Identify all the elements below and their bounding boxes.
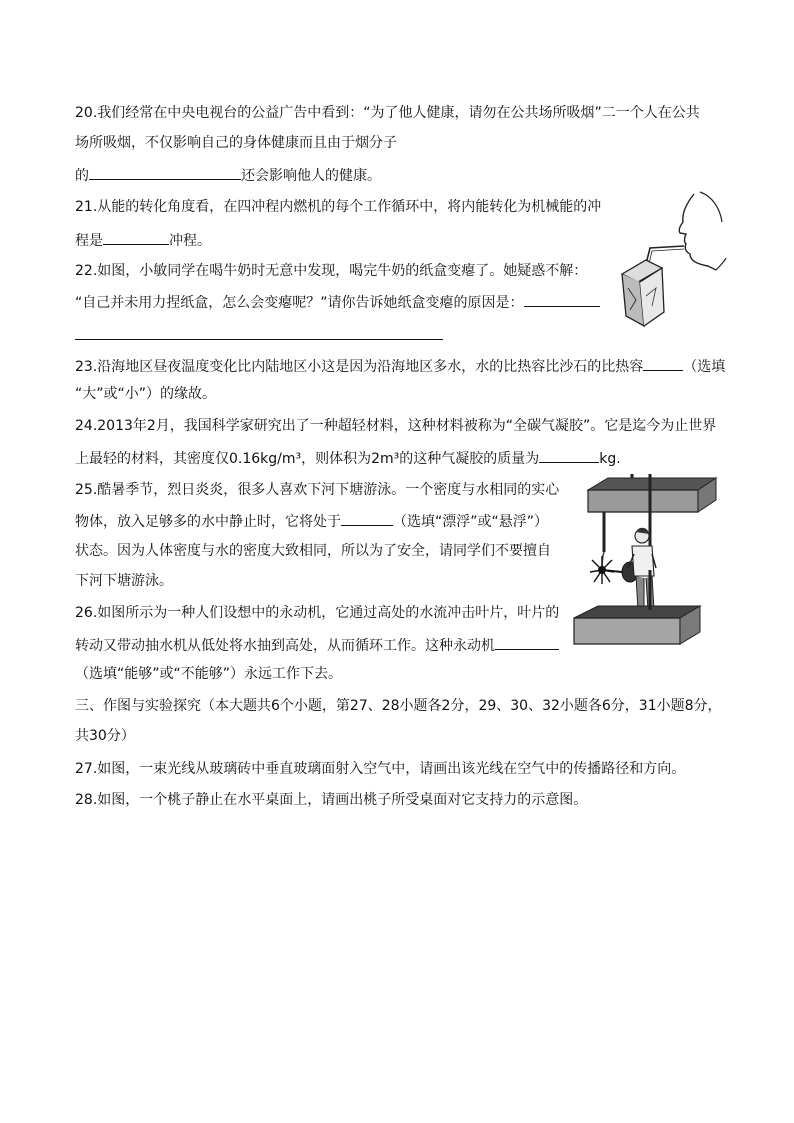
perpetual-motion-figure <box>568 474 722 650</box>
q25-line3: 状态。因为人体密度与水的密度大致相同，所以为了安全，请同学们不要擅自 <box>75 543 551 559</box>
q20-answer-blank[interactable] <box>89 165 241 180</box>
q20-line2: 场所吸烟，不仅影响自己的身体健康而且由于烟分子 <box>75 135 397 151</box>
q23-line1-post: （选填 <box>683 359 726 375</box>
q23-answer-blank[interactable] <box>643 356 683 371</box>
q24-line2-post: kg. <box>599 451 621 467</box>
q24-answer-blank[interactable] <box>539 448 599 463</box>
q24-line2-pre: 上最轻的材料，其密度仅0.16kg/m³，则体积为2m³的这种气凝胶的质量为 <box>75 451 540 467</box>
q23-line1-pre: 23.沿海地区昼夜温度变化比内陆地区小这是因为沿海地区多水，水的比热容比沙石的比热容 <box>75 359 644 375</box>
q20-line1: 20.我们经常在中央电视台的公益广告中看到：“为了他人健康，请勿在公共场所吸烟”二一个人在公共 <box>75 105 700 121</box>
q25-line2 <box>75 511 548 531</box>
q26-line2-text: 转动又带动抽水机从低处将水抽到高处，从而循环工作。这种永动机 <box>75 638 495 654</box>
q21-line2-post: 冲程。 <box>169 233 211 249</box>
q25-line2-post: （选填“漂浮”或“悬浮”） <box>393 514 549 530</box>
section3-heading-line2: 共30分） <box>75 728 135 744</box>
q22-line1: 22.如图，小敏同学在喝牛奶时无意中发现，喝完牛奶的纸盒变瘪了。她疑惑不解： <box>75 263 588 279</box>
q26-line2 <box>75 635 559 655</box>
q22-answer-blank-2[interactable] <box>75 339 443 340</box>
q22-line2-text: “自己并未用力捏纸盒，怎么会变瘪呢？”请你告诉她纸盒变瘪的原因是： <box>75 295 524 311</box>
q23-line2: “大”或“小”）的缘故。 <box>75 386 217 402</box>
q28-line1: 28.如图，一个桃子静止在水平桌面上，请画出桃子所受桌面对它支持力的示意图。 <box>75 792 588 808</box>
q25-line1: 25.酷暑季节，烈日炎炎，很多人喜欢下河下塘游泳。一个密度与水相同的实心 <box>75 482 560 498</box>
q21-line1: 21.从能的转化角度看，在四冲程内燃机的每个工作循环中，将内能转化为机械能的冲 <box>75 199 602 215</box>
q20-line3-post: 还会影响他人的健康。 <box>241 168 381 184</box>
q22-answer-blank-1[interactable] <box>524 292 600 307</box>
q26-line3: （选填“能够”或“不能够”）永远工作下去。 <box>75 666 343 682</box>
milk-carton-figure <box>616 188 728 330</box>
section3-heading-line1: 三、作图与实验探究（本大题共6个小题，第27、28小题各2分，29、30、32小题各6分，31小题8分， <box>75 698 722 714</box>
q21-line2-pre: 程是 <box>75 233 103 249</box>
q24-line1: 24.2013年2月，我国科学家研究出了一种超轻材料，这种材料被称为“全碳气凝胶”。它是迄今为止世界 <box>75 418 717 434</box>
q24-line2 <box>75 448 621 468</box>
q21-answer-blank[interactable] <box>103 230 169 245</box>
q26-answer-blank[interactable] <box>495 635 559 650</box>
q27-line1: 27.如图，一束光线从玻璃砖中垂直玻璃面射入空气中，请画出该光线在空气中的传播路径和方向。 <box>75 761 686 777</box>
q20-line3-pre: 的 <box>75 168 89 184</box>
q20-line3 <box>75 165 381 185</box>
q25-line4: 下河下塘游泳。 <box>75 573 173 589</box>
q23-line1 <box>75 356 725 376</box>
q26-line1: 26.如图所示为一种人们设想中的永动机，它通过高处的水流冲击叶片，叶片的 <box>75 605 560 621</box>
q21-line2 <box>75 230 211 250</box>
q25-answer-blank[interactable] <box>341 511 393 526</box>
q22-line2 <box>75 292 600 312</box>
q25-line2-pre: 物体，放入足够多的水中静止时，它将处于 <box>75 514 341 530</box>
